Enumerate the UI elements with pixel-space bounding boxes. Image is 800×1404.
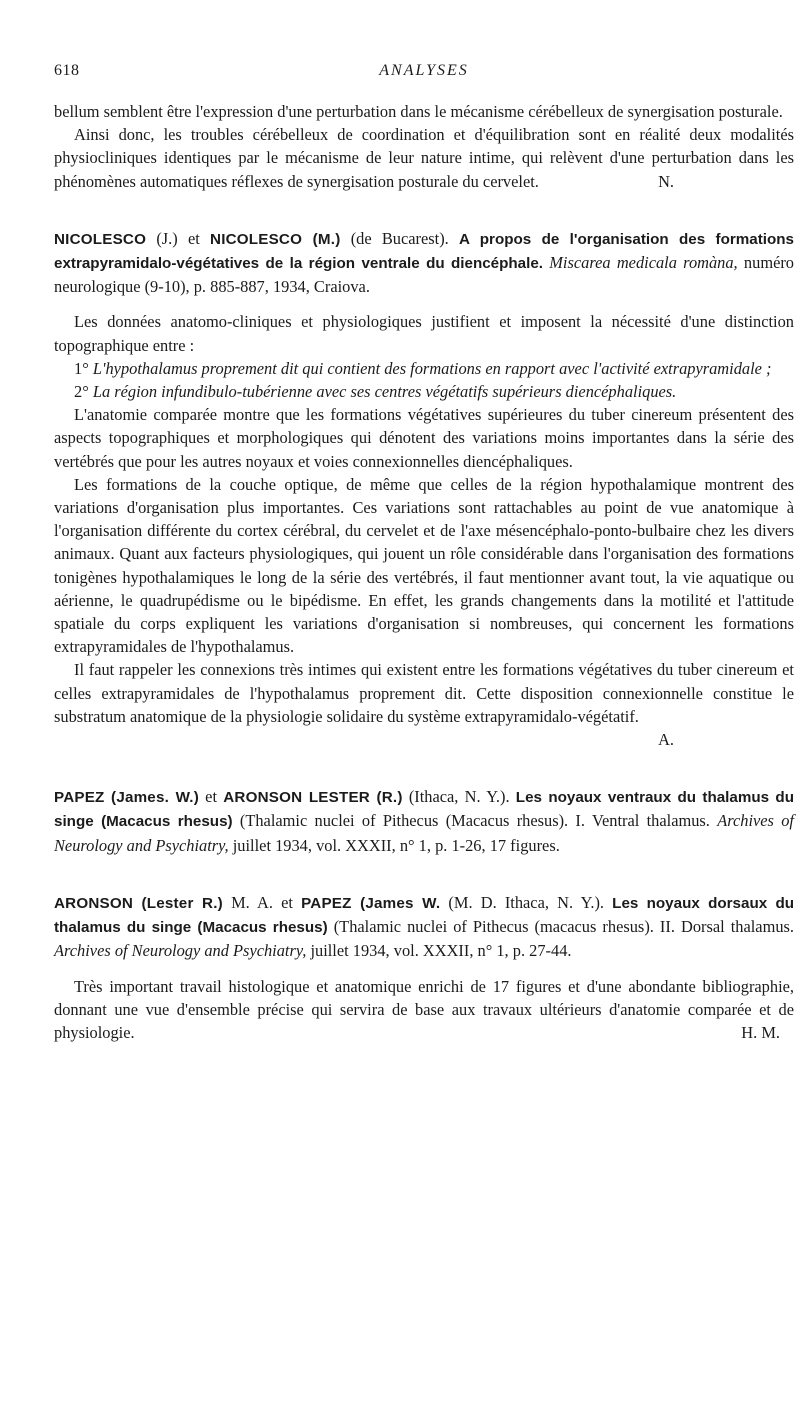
paragraph-text: Il faut rappeler les connexions très intimes qui existent entre les formations végétatives du tuber cinereum et celles extrapyramidales de l'hypothalamus proprement dit. Cette disposition connexionnelle constitue le substratum anatomique de la physiologie solidaire du système extrapyramidalo-végétatif. xyxy=(54,660,794,726)
spacer xyxy=(54,963,794,975)
citation-details: juillet 1934, vol. XXXII, n° 1, p. 27-44. xyxy=(306,941,572,961)
citation-details: numéro neurologique (9-10), p. 885-887, 1934, Craiova. xyxy=(54,253,794,297)
author-initials: (J.) et xyxy=(146,228,211,248)
paragraph: Les formations de la couche optique, de même que celles de la région hypothalamique montrent des variations d'organisation plus importantes. Ces variations sont rattachables au point de vue anatomique à l'organisation différente du cortex cérébral, du cervelet et de l'axe mésencéphalo-ponto-bulbaire chez les divers animaux. Quant aux facteurs physiologiques, qui jouent un rôle considérable dans l'organisation des formations tonigènes hypothalamiques le long de la série des vertébrés, il faut mentionner avant tout, la vie aquatique ou aérienne, le quadrupédisme ou le bipédisme. En effet, les grands changements dans la motilité et l'attitude spatiale du corps expliquent les variations d'organisation si nombreuses, qui concernent les formations extrapyramidales de l'hypothalamus. xyxy=(54,474,794,657)
author: ARONSON LESTER (R.) xyxy=(223,789,403,807)
list-number: 2° xyxy=(74,382,93,402)
list-text: La région infundibulo-tubérienne avec ses centres végétatifs supérieurs diencéphaliques. xyxy=(92,382,677,402)
journal-name: Archives of Neurology and Psychiatry, xyxy=(54,941,307,961)
page-number: 618 xyxy=(54,62,80,79)
original-title: (Thalamic nuclei of Pithecus (macacus rhesus). II. Dorsal thalamus. xyxy=(327,917,795,937)
running-title: ANALYSES xyxy=(379,62,469,79)
paragraph-text: Ainsi donc, les troubles cérébelleux de coordination et d'équilibration sont en réalité deux modalités physiocliniques identiques par le mécanisme de leur nature intime, qui relèvent d'une perturbation dans les phénomènes automatiques réflexes de synergisation posturale du cervelet. xyxy=(54,125,794,191)
journal-name: Miscarea medicala romàna, xyxy=(549,253,738,273)
original-title: (Thalamic nuclei of Pithecus (Macacus rhesus). I. Ventral thalamus. xyxy=(232,811,718,831)
paragraph-text: Très important travail histologique et anatomique enrichi de 17 figures et d'une abondante bibliographie, donnant une vue d'ensemble précise qui servira de base aux travaux ultérieurs d'anatomie comparée et de physiologie. xyxy=(54,976,794,1042)
spacer xyxy=(54,751,794,785)
analysis-continuation xyxy=(54,100,794,193)
reference xyxy=(54,227,794,299)
author: ARONSON (Lester R.) xyxy=(54,894,223,912)
reference xyxy=(54,891,794,963)
spacer xyxy=(54,857,794,891)
list-text: L'hypothalamus proprement dit qui contient des formations en rapport avec l'activité extrapyramidale ; xyxy=(92,358,772,378)
reference xyxy=(54,785,794,857)
paragraph: L'anatomie comparée montre que les formations végétatives supérieures du tuber cinereum présentent des aspects topographiques et morphologiques qui dénotent des variations moins importantes dans la série des vertébrés que pour les autres noyaux et voies connexionnelles diencéphaliques. xyxy=(54,405,794,471)
paragraph xyxy=(54,658,794,751)
list-item xyxy=(54,357,794,380)
conjunction: et xyxy=(198,787,224,807)
list-item xyxy=(54,380,794,403)
page-body xyxy=(54,100,794,1044)
paragraph xyxy=(54,975,794,1045)
article-title: Les noyaux ventraux du thalamus du singe (Macacus rhesus) xyxy=(54,789,794,831)
list-number: 1° xyxy=(74,358,93,378)
signature: H. M. xyxy=(741,1022,780,1042)
author: PAPEZ (James W. xyxy=(301,894,441,912)
author: PAPEZ (James. W.) xyxy=(54,789,199,807)
paragraph: bellum semblent être l'expression d'une perturbation dans le mécanisme cérébelleux de synergisation posturale. xyxy=(54,102,783,121)
author: NICOLESCO (M.) xyxy=(210,230,341,248)
running-header xyxy=(54,62,794,84)
spacer xyxy=(54,193,794,227)
spacer xyxy=(54,298,794,310)
paragraph: Les données anatomo-cliniques et physiologiques justifient et imposent la nécessité d'une distinction topographique entre : xyxy=(54,312,794,355)
author-title: M. A. et xyxy=(222,892,302,912)
analysis-aronson-papez xyxy=(54,891,794,1044)
journal-name: Archives of Neurology and Psychiatry, xyxy=(54,811,794,855)
citation-details: juillet 1934, vol. XXXII, n° 1, p. 1-26, 17 figures. xyxy=(228,835,560,855)
article-title: A propos de l'organisation des formations extrapyramidalo-végétatives de la région ventrale du diencéphale. xyxy=(54,230,795,273)
author: NICOLESCO xyxy=(54,230,147,248)
article-title: Les noyaux dorsaux du thalamus du singe (Macacus rhesus) xyxy=(54,894,795,937)
location: (de Bucarest). xyxy=(340,228,460,248)
signature: N. xyxy=(658,171,674,191)
location: (Ithaca, N. Y.). xyxy=(402,787,516,807)
analysis-nicolesco xyxy=(54,227,794,751)
signature: A. xyxy=(658,730,674,750)
location: (M. D. Ithaca, N. Y.). xyxy=(440,892,613,912)
analysis-papez-aronson xyxy=(54,785,794,857)
paragraph xyxy=(54,123,794,193)
